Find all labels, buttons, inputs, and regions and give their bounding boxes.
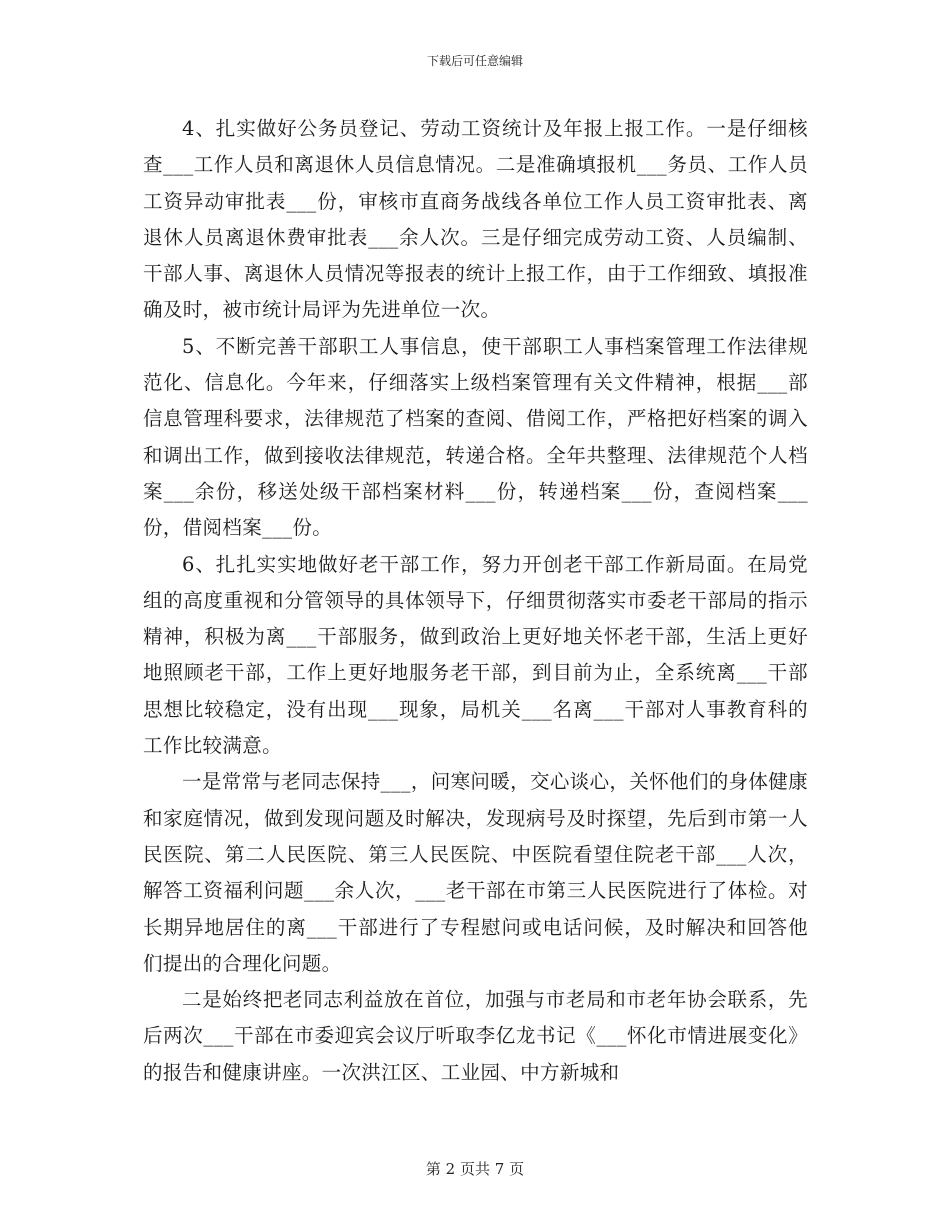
paragraph-point-2: 二是始终把老同志利益放在首位，加强与市老局和市老年协会联系，先后两次___干部在市委迎宾会议厅听取李亿龙书记《___怀化市情进展变化》的报告和健康讲座。一次洪江区、工业园、中方新城和: [143, 988, 808, 1084]
page-number: 第 2 页共 7 页: [425, 1160, 525, 1178]
paragraph-item-6: 6、扎扎实实地做好老干部工作，努力开创老干部工作新局面。在局党组的高度重视和分管领导的具体领导下，仔细贯彻落实市委老干部局的指示精神，积极为离___干部服务，做到政治上更好地关怀老干部，生活上更好地照顾老干部，工作上更好地服务老干部，到目前为止，全系统离___干部思想比较稳定，没有出现___现象，局机关___名离___干部对人事教育科的工作比较满意。: [143, 552, 808, 758]
paragraph-item-4: 4、扎实做好公务员登记、劳动工资统计及年报上报工作。一是仔细核查___工作人员和离退休人员信息情况。二是准确填报机___务员、工作人员工资异动审批表___份，审核市直商务战线各单位工作人员工资审批表、离退休人员离退休费审批表___余人次。三是仔细完成劳动工资、人员编制、干部人事、离退休人员情况等报表的统计上报工作，由于工作细致、填报准确及时，被市统计局评为先进单位一次。: [143, 117, 808, 322]
header-note: 下载后可任意编辑: [426, 54, 523, 68]
paragraph-point-1: 一是常常与老同志保持___，问寒问暖，交心谈心，关怀他们的身体健康和家庭情况，做到发现问题及时解决，发现病号及时探望，先后到市第一人民医院、第二人民医院、第三人民医院、中医院看望住院老干部___人次，解答工资福利问题___余人次，___老干部在市第三人民医院进行了体检。对长期异地居住的离___干部进行了专程慰问或电话问候，及时解决和回答他们提出的合理化问题。: [143, 770, 808, 975]
paragraph-item-5: 5、不断完善干部职工人事信息，使干部职工人事档案管理工作法律规范化、信息化。今年来，仔细落实上级档案管理有关文件精神，根据___部信息管理科要求，法律规范了档案的查阅、借阅工作，严格把好档案的调入和调出工作，做到接收法律规范，转递合格。全年共整理、法律规范个人档案___余份，移送处级干部档案材料___份，转递档案___份，查阅档案___份，借阅档案___份。: [143, 334, 808, 540]
document-body: [143, 111, 808, 1091]
